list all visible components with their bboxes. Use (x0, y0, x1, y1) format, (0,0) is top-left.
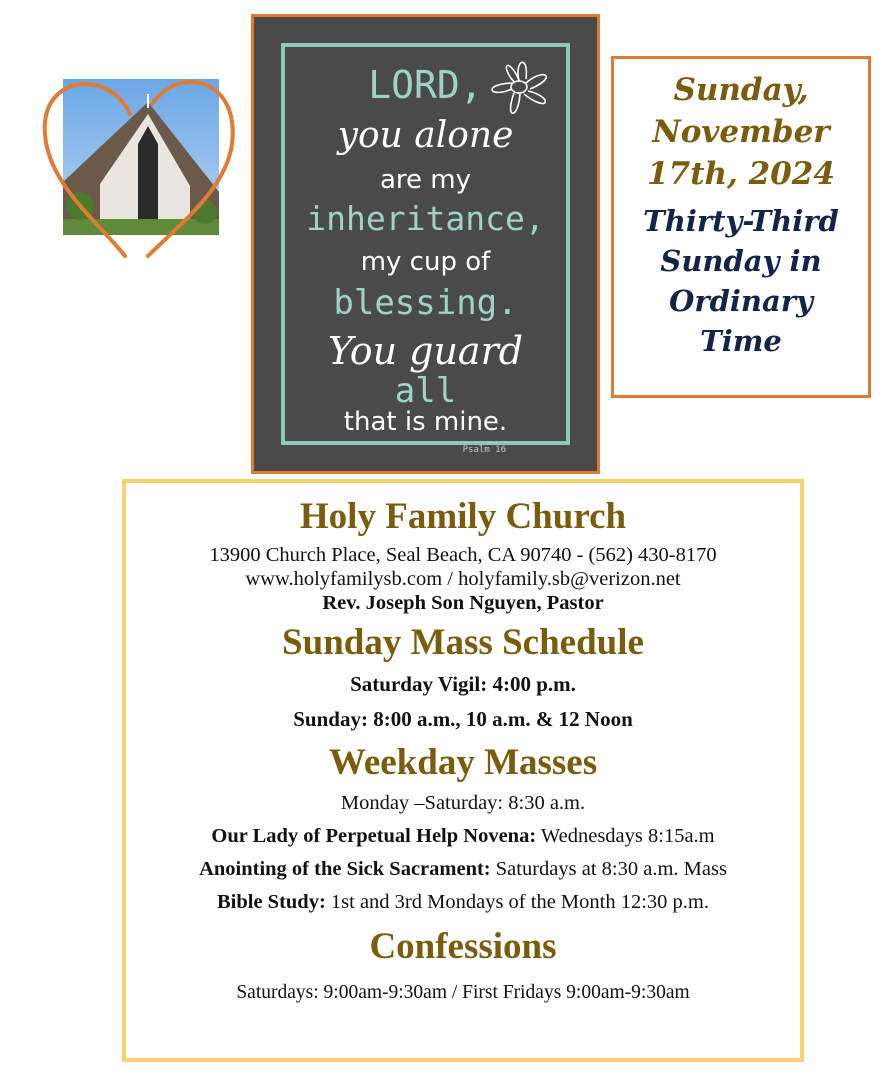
poster-frame (281, 43, 570, 455)
poster-line: my cup of (360, 247, 491, 277)
date-line: 17th, 2024 (647, 156, 835, 192)
occasion-line: Sunday in (660, 244, 822, 278)
church-web-email: www.holyfamilysb.com / holyfamily.sb@verizon.net (245, 568, 681, 590)
date-line: November (652, 114, 830, 150)
occasion-line: Ordinary (669, 284, 813, 318)
anointing-time: Saturdays at 8:30 a.m. Mass (490, 858, 727, 880)
date-box (611, 56, 871, 398)
poster-line: You guard (327, 329, 524, 373)
bible-study-label: Bible Study: (216, 891, 326, 913)
poster-line: are my (379, 165, 472, 195)
poster-citation: Psalm 16 (462, 445, 506, 455)
poster-line: all (394, 371, 457, 411)
church-address: 13900 Church Place, Seal Beach, CA 90740 - (562) 430-8170 (209, 544, 717, 566)
church-pastor: Rev. Joseph Son Nguyen, Pastor (322, 592, 604, 614)
bible-study-line (126, 886, 800, 919)
church-info-box (122, 479, 804, 1062)
liturgical-occasion (614, 201, 868, 361)
church-name: Holy Family Church (299, 496, 627, 537)
novena-time: Wednesdays 8:15a.m (536, 825, 715, 847)
anointing-line (126, 853, 800, 886)
saturday-vigil: Saturday Vigil: 4:00 p.m. (350, 672, 576, 696)
novena-line (126, 820, 800, 853)
sunday-times: Sunday: 8:00 a.m., 10 a.m. & 12 Noon (293, 707, 633, 731)
anointing-label: Anointing of the Sick Sacrament: (199, 858, 491, 880)
poster-line: blessing. (333, 283, 518, 323)
weekday-mon-sat: Monday –Saturday: 8:30 a.m. (340, 792, 586, 814)
poster-line: that is mine. (343, 407, 508, 437)
occasion-line: Thirty-Third (643, 204, 839, 238)
bible-study-time: 1st and 3rd Mondays of the Month 12:30 p.m. (325, 891, 709, 913)
date (614, 69, 868, 195)
confessions-heading: Confessions (369, 926, 557, 967)
novena-label: Our Lady of Perpetual Help Novena: (211, 825, 537, 847)
scripture-poster (251, 14, 600, 474)
occasion-line: Time (700, 324, 782, 358)
poster-line: inheritance, (306, 199, 545, 238)
poster-line: you alone (337, 115, 514, 156)
sunday-mass-heading: Sunday Mass Schedule (282, 622, 644, 663)
weekday-heading: Weekday Masses (328, 742, 598, 783)
date-line: Sunday, (673, 72, 809, 108)
confessions-times: Saturdays: 9:00am-9:30am / First Fridays 9:00am-9:30am (236, 982, 690, 1003)
church-photo (40, 74, 238, 264)
poster-line: LORD, (368, 63, 483, 107)
